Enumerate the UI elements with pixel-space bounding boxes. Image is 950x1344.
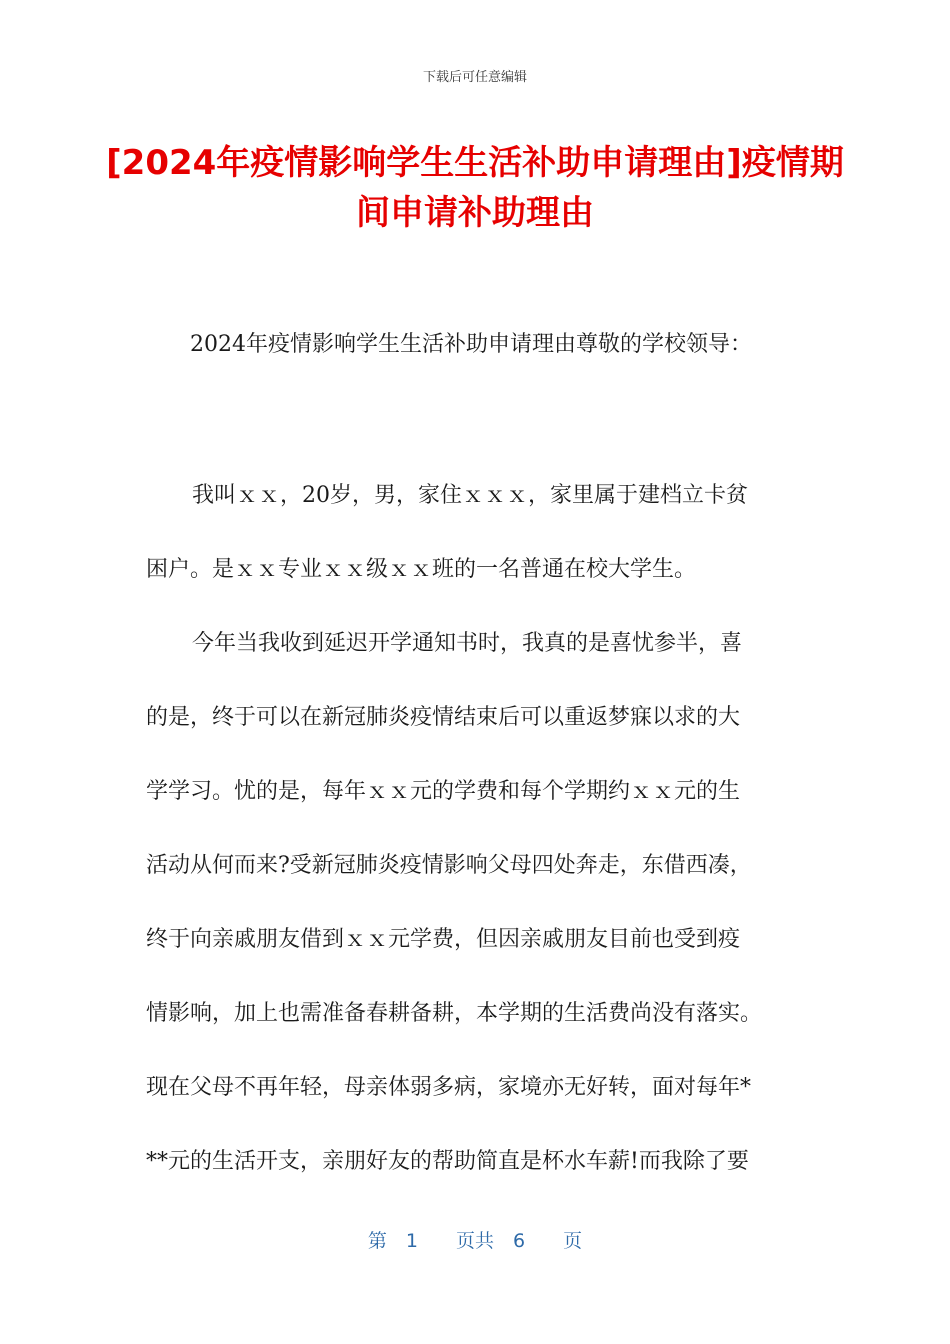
body-line: 学学习。忧的是，每年ｘｘ元的学费和每个学期约ｘｘ元的生: [146, 779, 741, 804]
body-line: **元的生活开支，亲朋好友的帮助简直是杯水车薪!而我除了要: [146, 1149, 749, 1174]
body-line: 活动从何而来?受新冠肺炎疫情影响父母四处奔走，东借西凑，: [146, 853, 752, 878]
body-line: 情影响，加上也需准备春耕备耕，本学期的生活费尚没有落实。: [146, 1001, 763, 1026]
body-line: 的是，终于可以在新冠肺炎疫情结束后可以重返梦寐以求的大: [146, 705, 741, 730]
body-line: 今年当我收到延迟开学通知书时，我真的是喜忧参半，喜: [192, 631, 743, 656]
body-line: 终于向亲戚朋友借到ｘｘ元学费，但因亲戚朋友目前也受到疫: [146, 927, 741, 952]
document-title: [2024年疫情影响学生生活补助申请理由]疫情期间申请补助理由: [106, 143, 844, 233]
body-line: 我叫ｘｘ，20岁，男，家住ｘｘｘ，家里属于建档立卡贫: [192, 483, 748, 508]
body-line: 困户。是ｘｘ专业ｘｘ级ｘｘ班的一名普通在校大学生。: [146, 557, 697, 582]
salutation: 2024年疫情影响学生生活补助申请理由尊敬的学校领导：: [190, 332, 752, 357]
header-note: 下载后可任意编辑: [422, 70, 527, 85]
body-line: 现在父母不再年轻，母亲体弱多病，家境亦无好转，面对每年*: [146, 1075, 752, 1100]
page-number-footer: 第 1 页共 6 页: [367, 1230, 583, 1252]
